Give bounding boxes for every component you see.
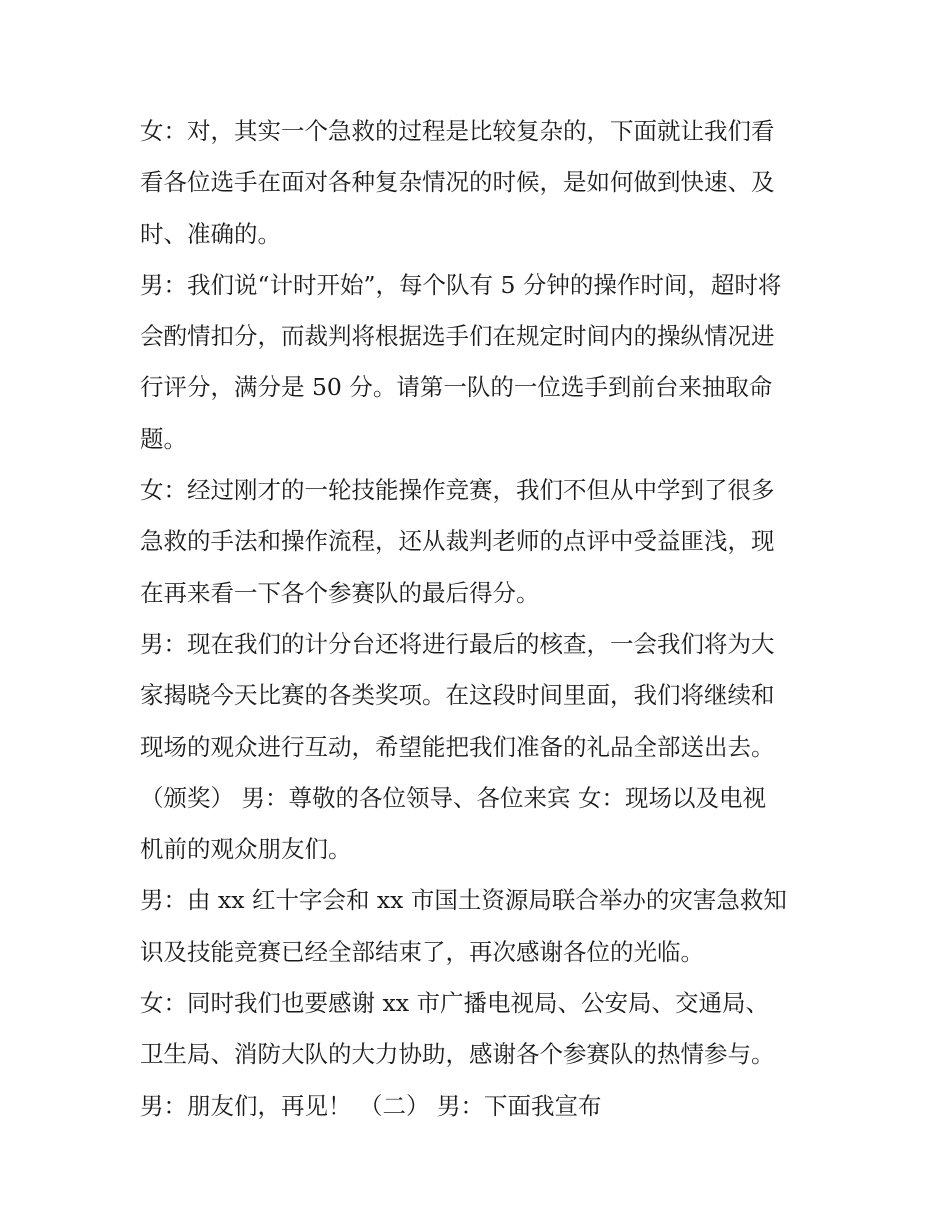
text-line: 现场的观众进行互动，希望能把我们准备的礼品全部送出去。 [140, 732, 775, 761]
document-body [140, 106, 820, 1132]
text-line: 会酌情扣分，而裁判将根据选手们在规定时间内的操纵情况进 [140, 322, 775, 351]
text-line: 女：经过刚才的一轮技能操作竞赛，我们不但从中学到了很多 [140, 476, 775, 505]
text-line: 看各位选手在面对各种复杂情况的时候，是如何做到快速、及 [140, 168, 775, 197]
text-line: 男：我们说“计时开始”，每个队有 5 分钟的操作时间，超时将 [140, 270, 782, 299]
text-line: 时、准确的。 [140, 219, 281, 248]
text-line: 女：同时我们也要感谢 xx 市广播电视局、公安局、交通局、 [140, 989, 769, 1018]
text-line: （颁奖） 男：尊敬的各位领导、各位来宾 女：现场以及电视 [140, 783, 766, 812]
text-line: 在再来看一下各个参赛队的最后得分。 [140, 578, 540, 607]
text-line: 女：对，其实一个急救的过程是比较复杂的，下面就让我们看 [140, 117, 775, 145]
text-line: 行评分，满分是 50 分。请第一队的一位选手到前台来抽取命 [140, 373, 773, 402]
text-line: 男：现在我们的计分台还将进行最后的核查，一会我们将为大 [140, 629, 775, 658]
text-line: 男：由 xx 红十字会和 xx 市国土资源局联合举办的灾害急救知 [140, 886, 787, 915]
text-line: 男：朋友们，再见！ （二） 男：下面我宣布 [140, 1091, 602, 1120]
text-line: 识及技能竞赛已经全部结束了，再次感谢各位的光临。 [140, 937, 704, 966]
text-line: 题。 [140, 424, 187, 453]
text-line: 家揭晓今天比赛的各类奖项。在这段时间里面，我们将继续和 [140, 681, 775, 710]
text-line: 机前的观众朋友们。 [140, 835, 352, 864]
text-line: 急救的手法和操作流程，还从裁判老师的点评中受益匪浅，现 [140, 527, 775, 556]
text-line: 卫生局、消防大队的大力协助，感谢各个参赛队的热情参与。 [140, 1040, 775, 1069]
